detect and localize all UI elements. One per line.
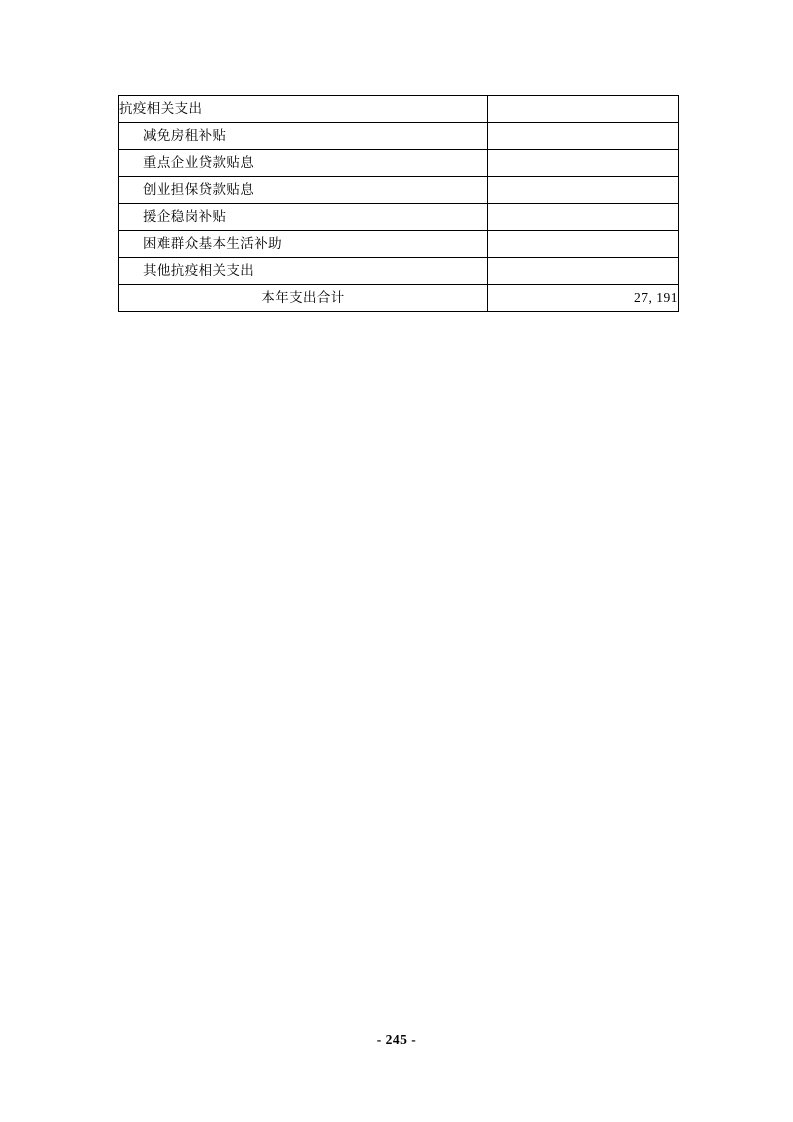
row-value [488, 258, 679, 285]
financial-table-container [118, 95, 678, 312]
row-value [488, 123, 679, 150]
table-row [119, 204, 679, 231]
row-label: 其他抗疫相关支出 [119, 258, 488, 285]
row-label: 困难群众基本生活补助 [119, 231, 488, 258]
row-value [488, 231, 679, 258]
row-label: 援企稳岗补贴 [119, 204, 488, 231]
table-row [119, 177, 679, 204]
expenditure-table [118, 95, 679, 312]
row-label: 重点企业贷款贴息 [119, 150, 488, 177]
row-label: 抗疫相关支出 [119, 96, 488, 123]
row-value [488, 150, 679, 177]
row-value [488, 204, 679, 231]
total-label: 本年支出合计 [119, 285, 488, 312]
table-row [119, 150, 679, 177]
row-label: 创业担保贷款贴息 [119, 177, 488, 204]
table-row [119, 96, 679, 123]
total-value: 27, 191 [488, 285, 679, 312]
table-body [119, 96, 679, 312]
page-number: - 245 - [376, 1032, 417, 1047]
table-row-total [119, 285, 679, 312]
row-label: 减免房租补贴 [119, 123, 488, 150]
row-value [488, 177, 679, 204]
table-row [119, 231, 679, 258]
row-value [488, 96, 679, 123]
table-row [119, 258, 679, 285]
table-row [119, 123, 679, 150]
